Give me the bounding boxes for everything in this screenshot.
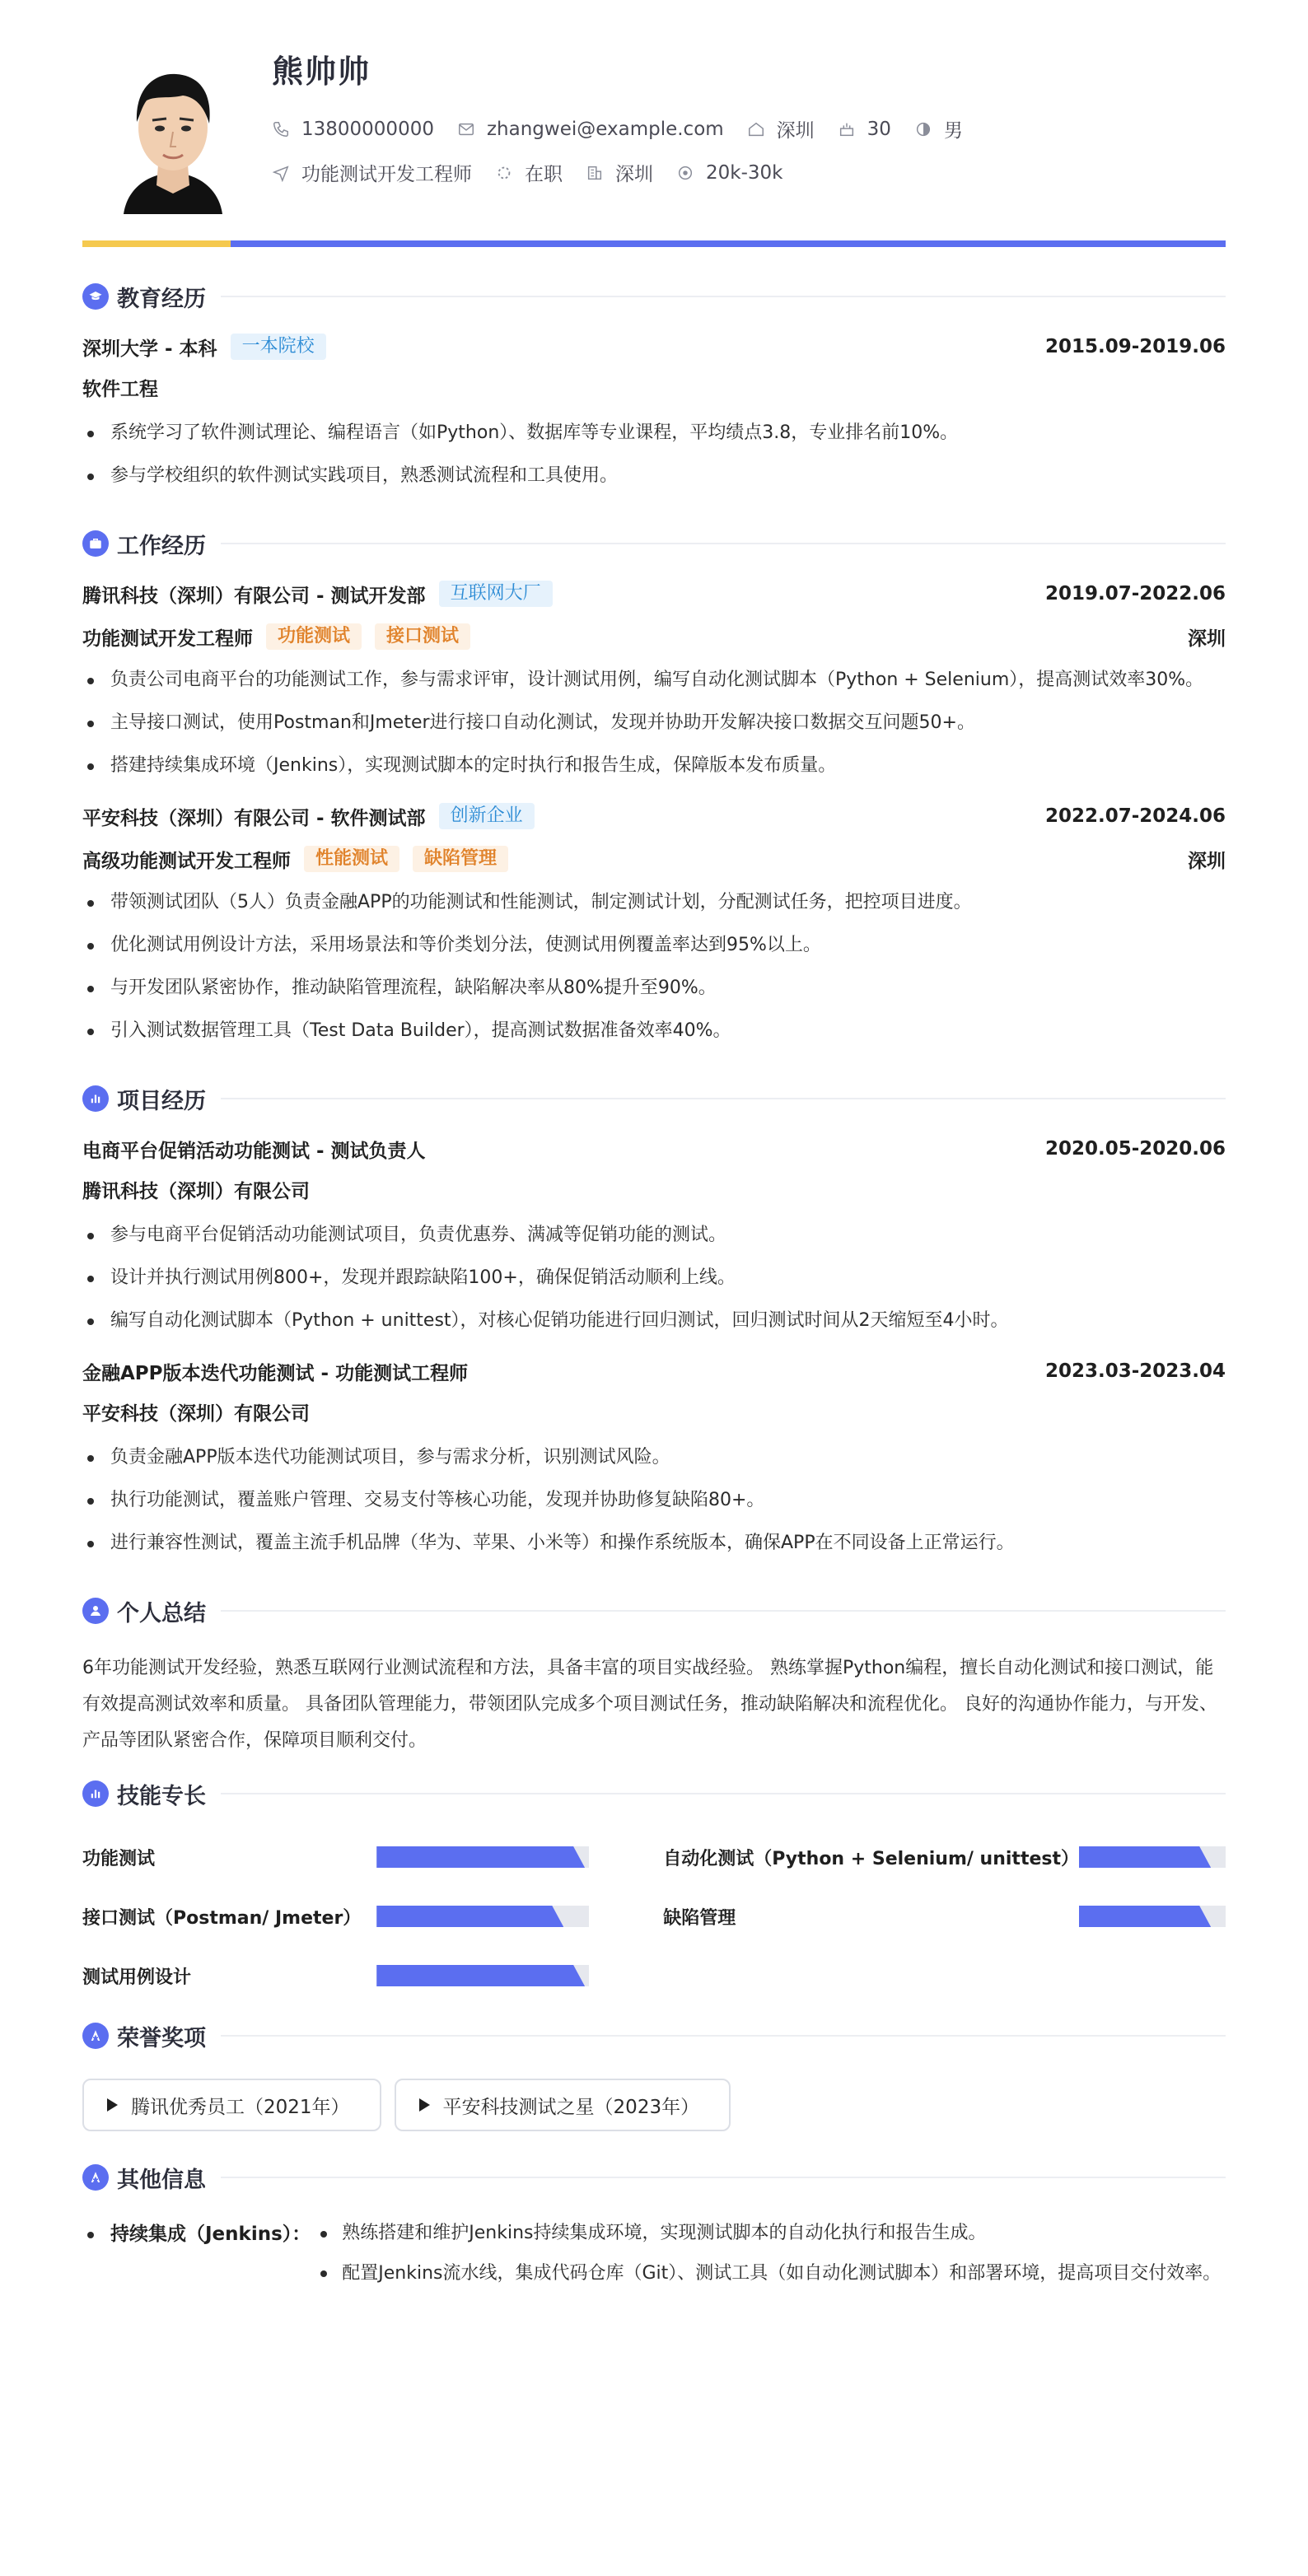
- gender-text: 男: [943, 120, 963, 142]
- list-item: 配置Jenkins流水线，集成代码仓库（Git）、测试工具（如自动化测试脚本）和部署环境，提高项目交付效率。: [311, 2253, 1221, 2291]
- list-item: 参与电商平台促销活动功能测试项目，负责优惠券、满减等促销功能的测试。: [82, 1214, 1226, 1257]
- city-text: 深圳: [776, 120, 815, 142]
- skill-bar: [1079, 1906, 1226, 1927]
- skill-bar: [376, 1965, 589, 1986]
- age-text: 30: [867, 118, 891, 140]
- age-item: [838, 119, 891, 140]
- target-city-text: 深圳: [615, 164, 653, 185]
- skill-item: [82, 1845, 589, 1869]
- skill-bar: [376, 1906, 589, 1927]
- job-intent-row: [272, 159, 806, 186]
- other-bullets: [311, 2214, 1221, 2291]
- list-item: 引入测试数据管理工具（Test Data Builder），提高测试数据准备效率40%。: [82, 1010, 1226, 1052]
- work-section-title: 工作经历: [82, 519, 1226, 568]
- phone-item: [272, 119, 434, 140]
- company-name: 腾讯科技（深圳）有限公司 - 测试开发部: [82, 585, 426, 607]
- project-date: 2023.03-2023.04: [1044, 1360, 1226, 1382]
- project-bullets: [82, 1214, 1226, 1342]
- skill-item: [82, 1963, 589, 1988]
- play-icon: [107, 2098, 118, 2112]
- skill-bar-fill: [376, 1965, 585, 1986]
- loading-icon: [495, 164, 513, 182]
- summary-section-title: 个人总结: [82, 1586, 1226, 1636]
- gender-item: [914, 115, 963, 142]
- avatar: [107, 49, 239, 214]
- company-name: 平安科技（深圳）有限公司 - 软件测试部: [82, 807, 426, 829]
- job-city: 深圳: [1188, 850, 1226, 872]
- job-bullets: [82, 659, 1226, 787]
- skill-tag: 接口测试: [375, 623, 470, 650]
- skill-bar-fill: [376, 1906, 563, 1927]
- list-item: 进行兼容性测试，覆盖主流手机品牌（华为、苹果、小米等）和操作系统版本，确保APP在不同设备上正常运行。: [82, 1522, 1226, 1565]
- education-date: 2015.09-2019.06: [1044, 336, 1226, 357]
- list-item: 主导接口测试，使用Postman和Jmeter进行接口自动化测试，发现并协助开发解决接口数据交互问题50+。: [82, 702, 1226, 744]
- project-name: 电商平台促销活动功能测试 - 测试负责人: [82, 1140, 426, 1162]
- company-tag: 创新企业: [439, 803, 535, 829]
- status-text: 在职: [525, 164, 563, 185]
- position-item: [272, 159, 472, 186]
- list-item: 设计并执行测试用例800+，发现并跟踪缺陷100+，确保促销活动顺利上线。: [82, 1257, 1226, 1300]
- list-item: 与开发团队紧密协作，推动缺陷管理流程，缺陷解决率从80%提升至90%。: [82, 967, 1226, 1010]
- honor-text: 平安科技测试之星（2023年）: [442, 2096, 700, 2118]
- list-item: 带领测试团队（5人）负责金融APP的功能测试和性能测试，制定测试计划，分配测试任务，把控项目进度。: [82, 881, 1226, 924]
- company-tag: 互联网大厂: [439, 581, 553, 607]
- project-company: 平安科技（深圳）有限公司: [82, 1403, 310, 1425]
- skill-bar-fill: [376, 1846, 585, 1868]
- skill-item: [663, 1845, 1226, 1869]
- project-date: 2020.05-2020.06: [1044, 1138, 1226, 1160]
- bar-chart-icon: [88, 1091, 103, 1106]
- contact-row: [272, 115, 986, 142]
- education-bullets: [82, 412, 1226, 497]
- honors-section-title: 荣誉奖项: [82, 2011, 1226, 2060]
- list-item: 优化测试用例设计方法，采用场景法和等价类划分法，使测试用例覆盖率达到95%以上。: [82, 924, 1226, 967]
- award-icon: [88, 2028, 103, 2043]
- list-item: 熟练搭建和维护Jenkins持续集成环境，实现测试脚本的自动化执行和报告生成。: [311, 2214, 1221, 2253]
- graduation-cap-icon: [88, 289, 103, 304]
- user-icon: [88, 1603, 103, 1618]
- education-section-title: 教育经历: [82, 272, 1226, 321]
- salary-text: 20k-30k: [706, 161, 783, 184]
- job-role-row: [82, 847, 1226, 871]
- coin-icon: [676, 164, 694, 182]
- other-key: 持续集成（Jenkins）：: [82, 2214, 311, 2291]
- email-item: [457, 119, 724, 140]
- job-header-row: [82, 804, 1226, 828]
- award-icon: [88, 2170, 103, 2185]
- job-date: 2022.07-2024.06: [1044, 805, 1226, 827]
- status-item: [495, 159, 563, 186]
- skill-bar-fill: [1079, 1906, 1211, 1927]
- other-section-title: 其他信息: [82, 2153, 1226, 2202]
- skill-bar: [376, 1846, 589, 1868]
- major: 软件工程: [82, 379, 158, 400]
- phone-text: 13800000000: [301, 118, 434, 140]
- skill-name: 接口测试（Postman/ Jmeter）: [82, 1907, 362, 1929]
- briefcase-icon: [88, 536, 103, 551]
- salary-item: [676, 162, 782, 184]
- mail-icon: [457, 120, 475, 138]
- education-header-row: [82, 334, 1226, 359]
- list-item: 搭建持续集成环境（Jenkins），实现测试脚本的定时执行和报告生成，保障版本发布质量。: [82, 744, 1226, 787]
- phone-icon: [272, 120, 290, 138]
- skill-name: 自动化测试（Python + Selenium/ unittest）: [663, 1848, 1079, 1869]
- skill-item: [663, 1904, 1226, 1929]
- project-header-row: [82, 1359, 1226, 1384]
- list-item: 编写自动化测试脚本（Python + unittest），对核心促销功能进行回归测试，回归测试时间从2天缩短至4小时。: [82, 1300, 1226, 1342]
- resume-header: [82, 0, 1226, 247]
- gender-icon: [914, 120, 932, 138]
- job-role-row: [82, 624, 1226, 649]
- header-divider-bar: [82, 240, 1226, 247]
- home-icon: [747, 120, 765, 138]
- skill-name: 功能测试: [82, 1848, 156, 1869]
- job-role: 功能测试开发工程师: [82, 628, 253, 650]
- school-tag: 一本院校: [231, 334, 326, 360]
- bar-chart-icon: [88, 1786, 103, 1801]
- project-company: 腾讯科技（深圳）有限公司: [82, 1181, 310, 1202]
- list-item: 参与学校组织的软件测试实践项目，熟悉测试流程和工具使用。: [82, 455, 1226, 497]
- list-item: 负责公司电商平台的功能测试工作，参与需求评审，设计测试用例，编写自动化测试脚本（Python + Selenium），提高测试效率30%。: [82, 659, 1226, 702]
- job-date: 2019.07-2022.06: [1044, 583, 1226, 604]
- job-role: 高级功能测试开发工程师: [82, 850, 291, 872]
- candidate-name: 熊帅帅: [272, 54, 371, 90]
- project-header-row: [82, 1136, 1226, 1161]
- projects-section-title: 项目经历: [82, 1074, 1226, 1123]
- list-item: 执行功能测试，覆盖账户管理、交易支付等核心功能，发现并协助修复缺陷80+。: [82, 1479, 1226, 1522]
- skill-name: 缺陷管理: [663, 1907, 736, 1929]
- play-icon: [419, 2098, 430, 2112]
- position-text: 功能测试开发工程师: [301, 164, 472, 185]
- skill-tag: 性能测试: [304, 846, 399, 872]
- honor-item: [395, 2079, 731, 2131]
- skill-bar: [1079, 1846, 1226, 1868]
- skill-tag: 缺陷管理: [413, 846, 508, 872]
- list-item: 负责金融APP版本迭代功能测试项目，参与需求分析，识别测试风险。: [82, 1436, 1226, 1479]
- honor-item: [82, 2079, 381, 2131]
- job-header-row: [82, 581, 1226, 606]
- skill-bar-fill: [1079, 1846, 1211, 1868]
- summary-text: 6年功能测试开发经验，熟悉互联网行业测试流程和方法，具备丰富的项目实战经验。 熟练掌握Python编程，擅长自动化测试和接口测试，能有效提高测试效率和质量。 具备团队管理能力，带领团队完成多个项目测试任务，推动缺陷解决和流程优化。 良好的沟通协作能力，与开发、产品等团队紧密合作，保障项目顺利交付。: [82, 1658, 1217, 1751]
- list-item: 系统学习了软件测试理论、编程语言（如Python）、数据库等专业课程，平均绩点3.8，专业排名前10%。: [82, 412, 1226, 455]
- project-name: 金融APP版本迭代功能测试 - 功能测试工程师: [82, 1362, 469, 1384]
- skill-tag: 功能测试: [266, 623, 362, 650]
- project-bullets: [82, 1436, 1226, 1565]
- honor-text: 腾讯优秀员工（2021年）: [131, 2096, 350, 2118]
- skills-section-title: 技能专长: [82, 1769, 1226, 1818]
- other-info: [82, 2214, 1226, 2291]
- city-item: [747, 115, 815, 142]
- email-text: zhangwei@example.com: [486, 118, 724, 140]
- building-icon: [586, 164, 604, 182]
- skills-grid: [82, 1845, 1226, 1988]
- skill-name: 测试用例设计: [82, 1967, 192, 1988]
- target-city-item: [586, 159, 653, 186]
- skill-item: [82, 1904, 589, 1929]
- job-city: 深圳: [1188, 628, 1226, 650]
- send-icon: [272, 164, 290, 182]
- cake-icon: [838, 120, 856, 138]
- job-bullets: [82, 881, 1226, 1052]
- school-name: 深圳大学 - 本科: [82, 338, 217, 360]
- honors-list: [82, 2079, 1226, 2131]
